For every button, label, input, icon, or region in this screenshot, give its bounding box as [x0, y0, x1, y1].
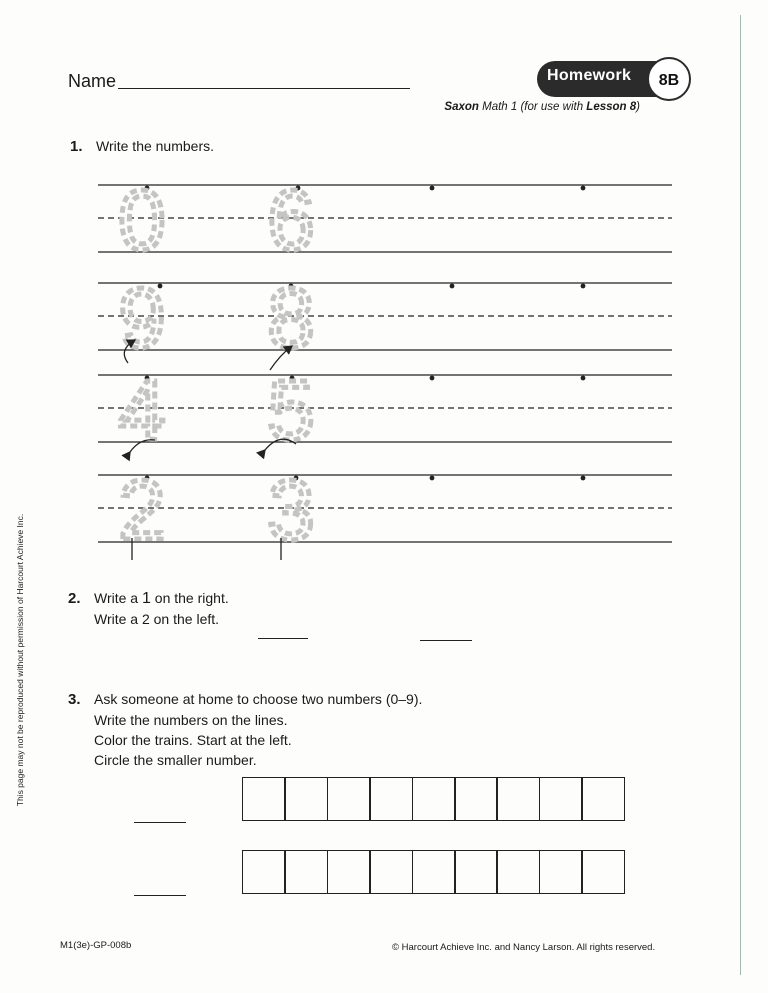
q3-number: 3.: [68, 691, 81, 708]
q2-line1-b: on the right.: [150, 590, 229, 606]
train-car[interactable]: [581, 850, 625, 894]
q2-line1-a: Write a: [94, 590, 142, 606]
train-car[interactable]: [539, 777, 583, 821]
q2-heading: [68, 588, 229, 629]
start-dot: [450, 284, 455, 289]
side-permission-note: This page may not be reproduced without permission of Harcourt Achieve Inc.: [15, 513, 25, 807]
train-car[interactable]: [412, 777, 456, 821]
lesson-number-badge: 8B: [647, 57, 691, 101]
train-car[interactable]: [242, 850, 286, 894]
number-line-2[interactable]: [134, 895, 186, 896]
name-label: Name: [68, 71, 117, 91]
start-dot: [581, 376, 586, 381]
trace-digit: 0: [118, 173, 166, 267]
q2-number: 2.: [68, 590, 81, 607]
homework-badge: [537, 61, 687, 97]
start-dot: [430, 476, 435, 481]
train-car[interactable]: [496, 850, 540, 894]
handwriting-practice-area[interactable]: [0, 160, 768, 560]
start-dot: [430, 376, 435, 381]
train-car[interactable]: [369, 850, 413, 894]
trace-digit: 5: [267, 363, 315, 457]
q1-heading: [70, 138, 214, 155]
q3-line-4: Circle the smaller number.: [94, 752, 257, 768]
subtitle-lesson: Lesson 8: [586, 101, 637, 113]
subtitle: [444, 101, 640, 113]
start-dot: [581, 284, 586, 289]
train-car[interactable]: [454, 850, 498, 894]
trace-digit: 2: [118, 463, 166, 557]
q2-line2: Write a 2 on the left.: [94, 611, 220, 627]
number-line-1[interactable]: [134, 822, 186, 823]
train-car[interactable]: [327, 850, 371, 894]
train-car[interactable]: [454, 777, 498, 821]
name-input-line[interactable]: [118, 88, 410, 89]
subtitle-end: ): [636, 101, 640, 113]
train-car[interactable]: [539, 850, 583, 894]
train-car[interactable]: [369, 777, 413, 821]
page-edge: [740, 15, 741, 975]
trace-digit: 3: [267, 463, 315, 557]
train-2[interactable]: [242, 850, 625, 894]
trace-digit: 9: [118, 271, 166, 365]
subtitle-series: Saxon: [444, 101, 479, 113]
start-dot: [430, 186, 435, 191]
left-answer-blank[interactable]: [258, 638, 308, 639]
page-code: M1(3e)-GP-008b: [60, 940, 132, 951]
q1-number: 1.: [70, 138, 83, 155]
start-dot: [581, 186, 586, 191]
train-car[interactable]: [496, 777, 540, 821]
train-1[interactable]: [242, 777, 625, 821]
subtitle-mid: Math 1 (for use with: [478, 101, 587, 113]
q3-heading: [68, 689, 422, 770]
train-car[interactable]: [284, 850, 328, 894]
q3-line-1: Ask someone at home to choose two numbers (0–9).: [94, 691, 423, 707]
trace-digit: 4: [118, 363, 166, 457]
writing-rows: [98, 185, 672, 542]
train-car[interactable]: [327, 777, 371, 821]
q3-line-2: Write the numbers on the lines.: [94, 712, 288, 728]
q2-line1-digit: 1: [141, 590, 151, 607]
start-dot: [581, 476, 586, 481]
train-car[interactable]: [412, 850, 456, 894]
right-answer-blank[interactable]: [420, 640, 472, 641]
train-car[interactable]: [581, 777, 625, 821]
train-car[interactable]: [242, 777, 286, 821]
traced-digits: [119, 173, 315, 557]
homework-label: Homework: [547, 67, 632, 84]
train-car[interactable]: [284, 777, 328, 821]
q3-line-3: Color the trains. Start at the left.: [94, 732, 292, 748]
trace-digit: 6: [267, 173, 315, 267]
q1-prompt: Write the numbers.: [96, 138, 215, 154]
copyright: © Harcourt Achieve Inc. and Nancy Larson. All rights reserved.: [392, 942, 656, 953]
trace-digit: 8: [267, 271, 315, 365]
